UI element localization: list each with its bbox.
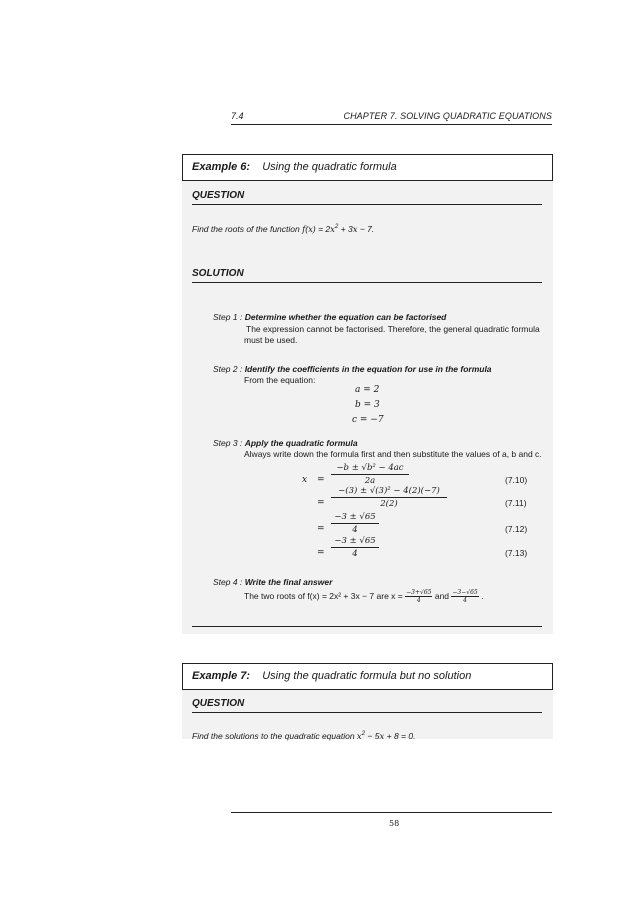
step-1-text-line-1: The expression cannot be factorised. Therefore, the general quadratic formula — [246, 324, 540, 334]
example-7-question-text: Find the solutions to the quadratic equation $x^2 - 5x + 8 = 0$. — [192, 731, 416, 742]
step-1-label: Step 1 : — [213, 312, 243, 322]
step-3-title: Apply the quadratic formula — [244, 438, 358, 448]
equation-3-denominator: 4 — [352, 525, 358, 535]
question-rule — [192, 204, 542, 205]
equation-2-sign: = — [317, 498, 325, 508]
coefficient-a: a = 2 — [355, 385, 380, 395]
coefficient-c: c = −7 — [352, 415, 384, 425]
example-6-question-heading: QUESTION — [192, 190, 245, 201]
equation-1-fraction — [331, 463, 409, 486]
step-2-label: Step 2 : — [213, 364, 243, 374]
equation-4-denominator: 4 — [352, 549, 358, 559]
header-rule — [231, 124, 552, 125]
equation-4-fraction — [331, 536, 379, 559]
equation-1-sign: = — [317, 475, 325, 485]
step-2-title: Identify the coefficients in the equation for use in the formula — [244, 364, 492, 374]
step-1-title: Determine whether the equation can be factorised — [244, 312, 447, 322]
equation-1-denominator: 2a — [364, 476, 376, 486]
equation-4-number: (7.13) — [505, 548, 528, 558]
step-1 — [213, 312, 446, 322]
example-7-title: Using the quadratic formula but no solution — [262, 670, 472, 682]
footer-rule — [231, 812, 552, 813]
step-4-label: Step 4 : — [213, 577, 243, 587]
header-section-number: 7.4 — [231, 111, 244, 121]
step-3 — [213, 438, 358, 448]
example-6-title: Using the quadratic formula — [262, 161, 397, 173]
step-4-answer — [244, 589, 484, 604]
example-6-question-text: Find the roots of the function $f(x) = 2x^2 + 3x - 7$. — [192, 224, 375, 235]
equation-3-fraction — [331, 512, 379, 535]
equation-3-sign: = — [317, 524, 325, 534]
root-1-numerator: −3+√65 — [406, 589, 432, 596]
step-4-period: . — [481, 590, 484, 601]
equation-3-number: (7.12) — [505, 524, 528, 534]
header-chapter-title: CHAPTER 7. SOLVING QUADRATIC EQUATIONS — [343, 111, 552, 121]
root-2-fraction — [451, 589, 478, 604]
example-7-question-rule — [192, 712, 542, 713]
root-2-numerator: −3−√65 — [452, 589, 478, 596]
equation-4-numerator: −3 ± √65 — [331, 536, 379, 548]
step-1-text-line-2: must be used. — [244, 335, 298, 345]
equation-2-fraction — [331, 486, 447, 509]
step-2 — [213, 364, 492, 374]
root-2-denominator: 4 — [463, 597, 467, 604]
root-1-fraction — [405, 589, 432, 604]
step-4-and: and — [434, 590, 450, 601]
coefficient-b: b = 3 — [355, 400, 380, 410]
example-7-question-heading: QUESTION — [192, 698, 245, 709]
step-2-text: From the equation: — [244, 375, 316, 385]
page-number: 58 — [389, 819, 400, 828]
example-7-label: Example 7: — [192, 670, 251, 682]
step-3-label: Step 3 : — [213, 438, 243, 448]
equation-3-numerator: −3 ± √65 — [331, 512, 379, 524]
equation-4-sign: = — [317, 548, 325, 558]
equation-2-denominator: 2(2) — [380, 499, 398, 509]
solution-rule — [192, 282, 542, 283]
step-4-answer-text: The two roots of f(x) = 2x² + 3x − 7 are x = — [244, 590, 403, 601]
equation-1-numerator: −b ± √b² − 4ac — [331, 463, 409, 475]
root-1-denominator: 4 — [416, 597, 421, 604]
step-3-text: Always write down the formula first and then substitute the values of a, b and c. — [244, 449, 542, 459]
example-6-title-box — [182, 154, 553, 181]
equation-2-number: (7.11) — [505, 498, 527, 508]
example-7-title-box — [182, 663, 553, 690]
step-4 — [213, 577, 332, 587]
example-6-label: Example 6: — [192, 161, 251, 173]
equation-1-number: (7.10) — [505, 475, 528, 485]
example-6-end-rule — [192, 626, 542, 627]
equation-2-numerator: −(3) ± √(3)² − 4(2)(−7) — [331, 486, 447, 498]
step-4-title: Write the final answer — [244, 577, 333, 587]
example-6-solution-heading: SOLUTION — [192, 268, 244, 279]
equation-lhs: x — [302, 475, 308, 485]
